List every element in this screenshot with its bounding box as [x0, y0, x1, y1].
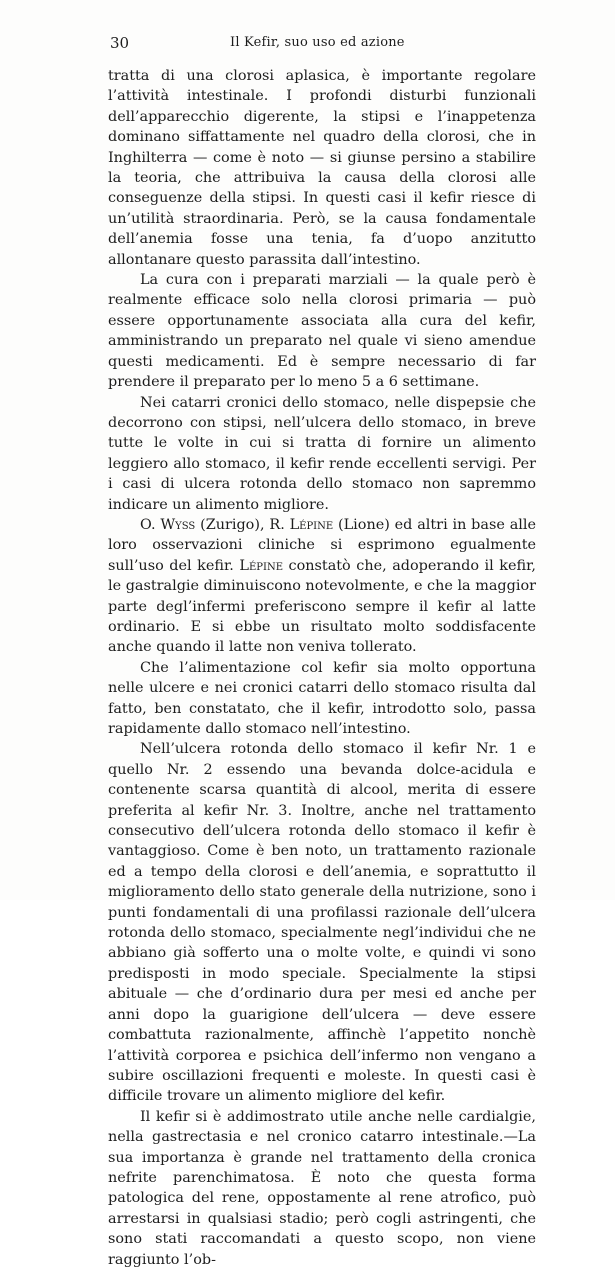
paragraph-iron-preparations: La cura con i preparati marziali — la quale però è realmente efficace solo nella clorosi primaria — può essere opportunamente associata alla cura del kefir, amministrando un preparato nel quale vi sieno amendue questi medicamenti. Ed è sempre necessario di far prendere il preparato per lo meno 5 a 6 settimane.: [108, 272, 536, 391]
running-title: Il Kefir, suo uso ed azione: [230, 35, 405, 50]
paragraph-chronic-catarrh: Nei catarri cronici dello stomaco, nelle dispepsie che decorrono con stipsi, nell’ulcera dello stomaco, in breve tutte le volte in cui si tratta di fornire un alimento leggiero allo stomaco, il kefir rende eccellenti servigi. Per i casi di ulcera rotonda dello stomaco non sapremmo indicare un alimento migliore.: [108, 394, 536, 513]
author-wyss: O. Wyss: [140, 516, 196, 533]
paragraph-alimentation: Che l’alimentazione col kefir sia molto opportuna nelle ulcere e nei cronici catarri dello stomaco risulta dal fatto, ben constatato, che il kefir, introdotto solo, passa rapidamente dallo stomaco nell’intestino.: [108, 659, 536, 737]
paragraph-fragment: (Lione) ed altri in base alle loro osservazioni cliniche si esprimono egualmente sull’uso del kefir.: [108, 516, 536, 574]
body-text: [108, 66, 536, 1270]
author-lepine-2: Lépine: [239, 557, 283, 574]
paragraph-clinical-observations: [108, 515, 536, 658]
paragraph-cardialgia-nephritis: Il kefir si è addimostrato utile anche nelle cardialgie, nella gastrectasia e nel cronico catarro intestinale.—La sua importanza è grande nel trattamento della cronica nefrite parenchimatosa. È noto che questa forma patologica del rene, oppostamente al rene atrofico, può arrestarsi in qualsiasi stadio; però cogli astringenti, che sono stati raccomandati a questo scopo, non viene raggiunto l’ob-: [108, 1108, 536, 1268]
author-lepine: R. Lépine: [269, 516, 334, 533]
paragraph-fragment: (Zurigo),: [195, 516, 270, 533]
page-number: 30: [110, 34, 130, 52]
paragraph-fragment: constatò che, adoperando il kefir, le gastralgie diminuiscono notevolmente, e che la maggior parte degl’infermi preferiscono sempre il kefir al latte ordinario. E si ebbe un risultato molto soddisfacente anche quando il latte non veniva tollerato.: [108, 557, 537, 656]
paragraph-continuation: tratta di una clorosi aplasica, è importante regolare l’attività intestinale. I profondi disturbi funzionali dell’apparecchio digerente, la stipsi e l’inappetenza dominano siffattamente nel quadro della clorosi, che in Inghilterra — come è noto — si giunse persino a stabilire la teoria, che attribuiva la causa della clorosi alle conseguenze della stipsi. In questi casi il kefir riesce di un’utilità straordinaria. Però, se la causa fondamentale dell’anemia fosse una tenia, fa d’uopo anzitutto allontanare questo parassita dall’intestino.: [108, 68, 536, 268]
page-header: [110, 34, 530, 54]
paragraph-round-ulcer: Nell’ulcera rotonda dello stomaco il kefir Nr. 1 e quello Nr. 2 essendo una bevanda dolce-acidula e contenente scarsa quantità di alcool, merita di essere preferita al kefir Nr. 3. Inoltre, anche nel trattamento consecutivo dell’ulcera rotonda dello stomaco il kefir è vantaggioso. Come è ben noto, un trattamento razionale ed a tempo della clorosi e dell’anemia, e soprattutto il miglioramento dello stato generale della nutrizione, sono i punti fondamentali di una profilassi razionale dell’ulcera rotonda dello stomaco, specialmente negl’individui che ne abbiano già sofferto una o molte volte, e quindi vi sono predisposti in modo speciale. Specialmente la stipsi abituale — che d’ordinario dura per mesi ed anche per anni dopo la guarigione dell’ulcera — deve essere combattuta razionalmente, affinchè l’appetito nonchè l’attività corporea e psichica dell’infermo non vengano a subire oscillazioni frequenti e moleste. In questi casi è difficile trovare un alimento migliore del kefir.: [108, 741, 536, 1105]
